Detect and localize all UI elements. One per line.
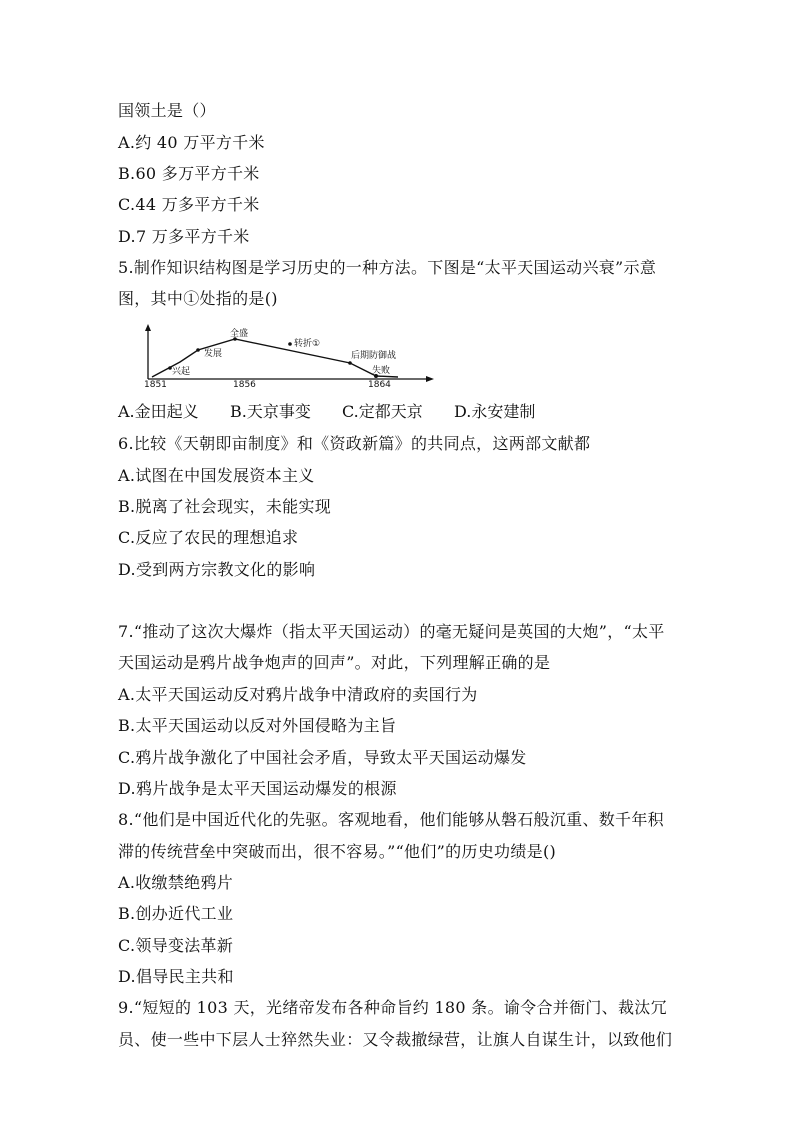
label-rise: 兴起 <box>172 367 191 377</box>
question-8-stem-cont: 滞的传统营垒中突破而出，很不容易。”“他们”的历史功绩是() <box>118 842 557 861</box>
q7-option-b: B.太平天国运动以反对外国侵略为主旨 <box>118 716 397 735</box>
q7-option-c: C.鸦片战争激化了中国社会矛盾，导致太平天国运动爆发 <box>118 748 527 767</box>
year-1864: 1864 <box>368 380 391 388</box>
q5-option-c: C.定都天京 <box>342 402 423 421</box>
question-6-stem: 6.比较《天朝即亩制度》和《资政新篇》的共同点，这两部文献都 <box>118 434 591 453</box>
q5-option-d: D.永安建制 <box>454 402 536 421</box>
option-b: B.60 多万平方千米 <box>118 164 260 183</box>
q8-option-a: A.收缴禁绝鸦片 <box>118 873 234 892</box>
year-1856: 1856 <box>233 380 256 388</box>
point-late-defense <box>348 361 352 365</box>
label-develop: 发展 <box>204 349 223 359</box>
year-1851: 1851 <box>144 380 167 388</box>
option-a: A.约 40 万平方千米 <box>118 133 265 152</box>
q8-option-b: B.创办近代工业 <box>118 904 234 923</box>
q6-option-c: C.反应了农民的理想追求 <box>118 528 299 547</box>
question-9-stem-cont: 员、使一些中下层人士猝然失业：又令裁撤绿营，让旗人自谋生计，以致他们 <box>118 1030 673 1049</box>
label-failure: 失败 <box>372 366 391 376</box>
q5-option-b: B.天京事变 <box>230 402 311 421</box>
q7-option-a: A.太平天国运动反对鸦片战争中清政府的卖国行为 <box>118 685 478 704</box>
taiping-rise-fall-diagram <box>140 322 440 388</box>
q7-option-d: D.鸦片战争是太平天国运动爆发的根源 <box>118 779 397 798</box>
point-develop <box>196 348 200 352</box>
question-5-stem: 5.制作知识结构图是学习历史的一种方法。下图是“太平天国运动兴衰”示意 <box>118 258 657 277</box>
question-7-stem-cont: 天国运动是鸦片战争炮声的回声”。对此，下列理解正确的是 <box>118 653 551 672</box>
label-peak: 全盛 <box>230 329 249 339</box>
question-text-line: 国领土是（） <box>118 101 216 120</box>
point-turning <box>288 342 292 346</box>
question-8-stem: 8.“他们是中国近代化的先驱。客观地看，他们能够从磐石般沉重、数千年积 <box>118 810 664 829</box>
option-d: D.7 万多平方千米 <box>118 227 250 246</box>
option-c: C.44 万多平方千米 <box>118 195 260 214</box>
q6-option-d: D.受到两方宗教文化的影响 <box>118 560 316 579</box>
question-9-stem: 9.“短短的 103 天，光绪帝发布各种命旨约 180 条。谕令合并衙门、裁汰冗 <box>118 998 667 1017</box>
q8-option-c: C.领导变法革新 <box>118 936 234 955</box>
question-7-stem: 7.“推动了这次大爆炸（指太平天国运动）的毫无疑问是英国的大炮”，“太平 <box>118 622 665 641</box>
label-late-defense: 后期防御战 <box>351 351 397 361</box>
question-5-stem-cont: 图，其中①处指的是() <box>118 289 278 308</box>
q8-option-d: D.倡导民主共和 <box>118 967 234 986</box>
q5-option-a: A.金田起义 <box>118 402 199 421</box>
q6-option-b: B.脱离了社会现实，未能实现 <box>118 497 332 516</box>
q6-option-a: A.试图在中国发展资本主义 <box>118 466 315 485</box>
label-turning: 转折① <box>294 339 321 349</box>
